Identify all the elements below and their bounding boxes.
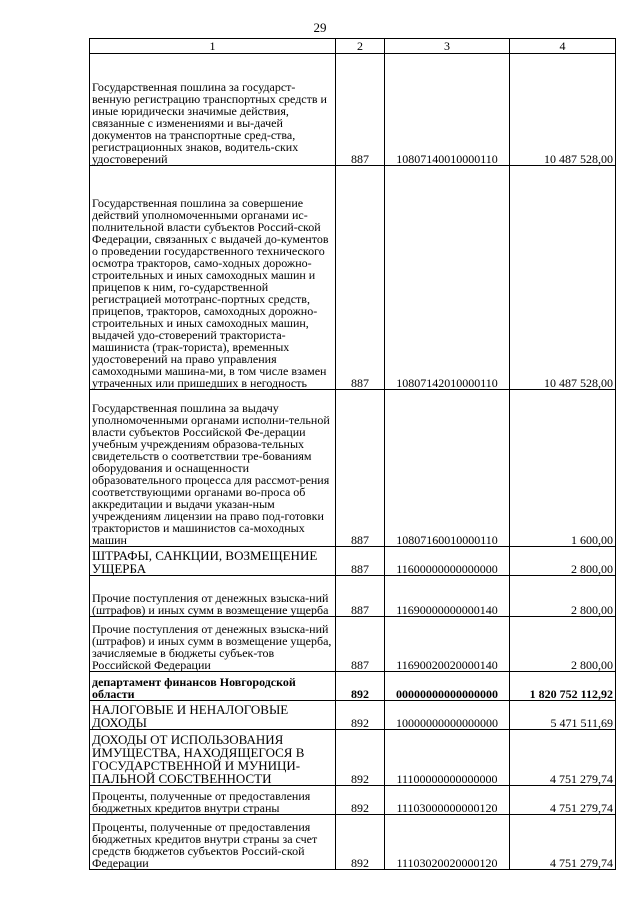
row-amount: 2 800,00 [510, 547, 616, 576]
column-header-admin-code: 2 [336, 39, 385, 54]
table-row [90, 786, 616, 815]
row-amount: 5 471 511,69 [510, 701, 616, 730]
row-name: Проценты, полученные от предоставления бюджетных кредитов внутри страны за счет средств бюджетов субъектов Россий-ской Федерации [90, 815, 336, 870]
row-name: ДОХОДЫ ОТ ИСПОЛЬЗОВАНИЯ ИМУЩЕСТВА, НАХОДЯЩЕГОСЯ В ГОСУДАРСТВЕННОЙ И МУНИЦИ-ПАЛЬНОЙ СОБСТВЕННОСТИ [90, 730, 336, 786]
row-kbk: 11600000000000000 [385, 547, 510, 576]
revenue-table [89, 38, 616, 870]
row-admin-code: 887 [336, 54, 385, 166]
column-header-amount: 4 [510, 39, 616, 54]
row-name: ШТРАФЫ, САНКЦИИ, ВОЗМЕЩЕНИЕ УЩЕРБА [90, 547, 336, 576]
row-admin-code: 887 [336, 547, 385, 576]
row-admin-code: 892 [336, 730, 385, 786]
row-kbk: 11690000000000140 [385, 576, 510, 617]
row-kbk: 10807142010000110 [385, 166, 510, 390]
row-name: Прочие поступления от денежных взыска-ний (штрафов) и иных сумм в возмещение ущерба, зачисляемые в бюджеты субъек-тов Российской Федерации [90, 617, 336, 672]
column-header-name: 1 [90, 39, 336, 54]
row-amount: 4 751 279,74 [510, 730, 616, 786]
row-admin-code: 887 [336, 617, 385, 672]
row-kbk: 11100000000000000 [385, 730, 510, 786]
row-kbk: 10807140010000110 [385, 54, 510, 166]
table-row [90, 815, 616, 870]
table-row [90, 617, 616, 672]
row-name: НАЛОГОВЫЕ И НЕНАЛОГОВЫЕ ДОХОДЫ [90, 701, 336, 730]
row-amount: 10 487 528,00 [510, 166, 616, 390]
table-row [90, 730, 616, 786]
row-admin-code: 887 [336, 166, 385, 390]
table-row [90, 576, 616, 617]
row-admin-code: 887 [336, 390, 385, 547]
row-admin-code: 892 [336, 786, 385, 815]
table-row [90, 166, 616, 390]
row-name: Прочие поступления от денежных взыска-ний (штрафов) и иных сумм в возмещение ущерба [90, 576, 336, 617]
row-amount: 4 751 279,74 [510, 815, 616, 870]
row-admin-code: 892 [336, 815, 385, 870]
page-number: 29 [313, 20, 327, 35]
row-amount: 2 800,00 [510, 576, 616, 617]
table-row [90, 54, 616, 166]
table-header-row [90, 39, 616, 54]
row-kbk: 10807160010000110 [385, 390, 510, 547]
row-admin-code: 887 [336, 576, 385, 617]
row-amount: 1 600,00 [510, 390, 616, 547]
row-name: департамент финансов Новгородской области [90, 672, 336, 701]
row-amount: 10 487 528,00 [510, 54, 616, 166]
row-name: Государственная пошлина за государст-венную регистрацию транспортных средств и иные юридически значимые действия, связанные с изменениями и вы-дачей документов на транспортные сред-ства, регистрационных знаков, водитель-ских удостоверений [90, 54, 336, 166]
row-amount: 2 800,00 [510, 617, 616, 672]
row-admin-code: 892 [336, 701, 385, 730]
row-kbk: 00000000000000000 [385, 672, 510, 701]
row-name: Государственная пошлина за совершение действий уполномоченными органами ис-полнительной власти субъектов Россий-ской Федерации, связанных с выдачей до-кументов о проведении государственного технического осмотра тракторов, само-ходных дорожно-строительных и иных самоходных машин и прицепов к ним, го-сударственной регистрацией мототранс-портных средств, прицепов, тракторов, самоходных дорожно-строительных и иных самоходных машин, выдачей удо-стоверений тракториста-машиниста (трак-ториста), временных удостоверений на право управления самоходными машина-ми, в том числе взамен утраченных или пришедших в негодность [90, 166, 336, 390]
row-kbk: 11103020020000120 [385, 815, 510, 870]
table-row [90, 701, 616, 730]
column-header-kbk: 3 [385, 39, 510, 54]
row-name: Проценты, полученные от предоставления бюджетных кредитов внутри страны [90, 786, 336, 815]
table-row [90, 547, 616, 576]
table-row [90, 672, 616, 701]
row-kbk: 11690020020000140 [385, 617, 510, 672]
table-row [90, 390, 616, 547]
row-admin-code: 892 [336, 672, 385, 701]
row-kbk: 10000000000000000 [385, 701, 510, 730]
row-amount: 4 751 279,74 [510, 786, 616, 815]
row-name: Государственная пошлина за выдачу уполномоченными органами исполни-тельной власти субъектов Российской Фе-дерации учебным учреждениям образова-тельных свидетельств о соответствии тре-бованиям оборудования и оснащенности образовательного процесса для рассмот-рения соответствующими органами во-проса об аккредитации и выдачи указан-ным учреждениям лицензии на право под-готовки трактористов и машинистов са-моходных машин [90, 390, 336, 547]
row-amount: 1 820 752 112,92 [510, 672, 616, 701]
row-kbk: 11103000000000120 [385, 786, 510, 815]
